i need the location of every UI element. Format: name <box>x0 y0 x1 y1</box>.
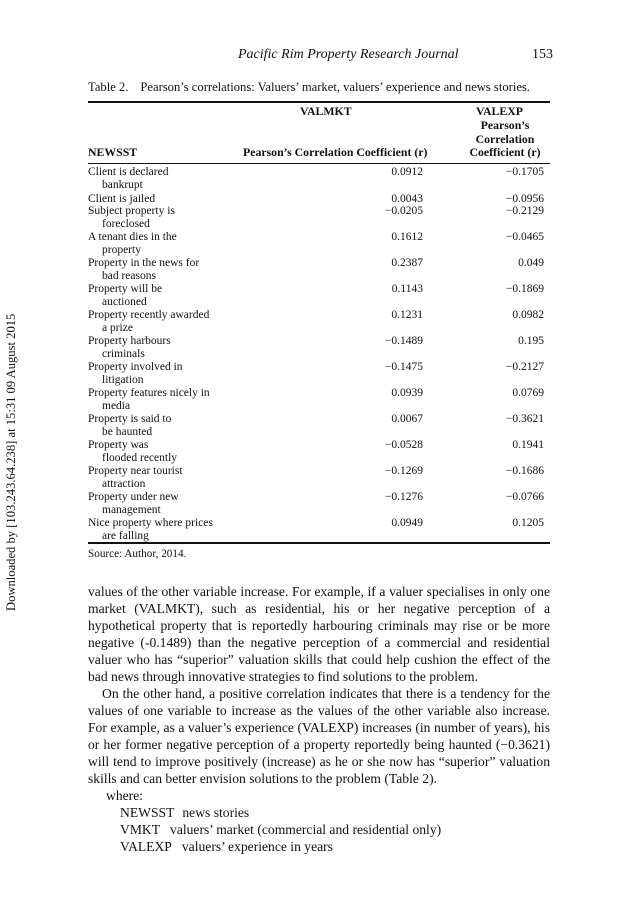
definition-item <box>88 804 550 821</box>
definition-meaning: news stories <box>182 805 250 820</box>
row-label <box>88 231 238 256</box>
row-label-line: litigation <box>102 373 144 386</box>
row-label <box>88 361 238 386</box>
row-label-line: Property recently awarded <box>88 309 210 321</box>
download-watermark: Downloaded by [103.243.64.238] at 15:31 09 August 2015 <box>4 313 18 611</box>
row-label-line: bad reasons <box>102 269 156 282</box>
row-label-line: foreclosed <box>102 217 150 230</box>
valexp-value: −0.3621 <box>505 413 544 425</box>
valmkt-value: 0.1231 <box>391 309 423 321</box>
row-label-line: Property is said to <box>88 413 172 425</box>
valmkt-value: −0.1489 <box>384 335 423 347</box>
row-label-line: be haunted <box>102 425 153 438</box>
valmkt-value: −0.1475 <box>384 361 423 373</box>
row-label <box>88 491 238 516</box>
row-label-line: criminals <box>102 347 145 360</box>
table-label: Table 2. <box>88 80 129 94</box>
valexp-value: −0.1686 <box>505 465 544 477</box>
valexp-value: −0.0465 <box>505 231 544 243</box>
row-label <box>88 335 238 360</box>
valmkt-value: 0.0067 <box>391 413 423 425</box>
row-label-line: Property under new <box>88 491 179 503</box>
valmkt-value: −0.0528 <box>384 439 423 451</box>
col3-header-line: Correlation <box>475 131 535 146</box>
where-label: where: <box>106 788 143 803</box>
table-top-rule <box>88 101 550 103</box>
valexp-value: −0.1705 <box>505 166 544 178</box>
row-label-line: bankrupt <box>102 178 143 191</box>
definition-item <box>88 821 550 838</box>
running-head <box>0 47 638 67</box>
valmkt-value: 0.0912 <box>391 166 423 178</box>
definitions-list <box>88 804 550 855</box>
row-label <box>88 193 238 206</box>
valexp-value: −0.0766 <box>505 491 544 503</box>
valmkt-value: 0.0043 <box>391 193 423 205</box>
valmkt-value: −0.1276 <box>384 491 423 503</box>
col3-header-line: Pearson’s <box>480 118 530 132</box>
table-header-rule <box>88 163 550 164</box>
valmkt-value: 0.1612 <box>391 231 423 243</box>
row-label-line: a prize <box>102 321 133 334</box>
valexp-value: −0.2129 <box>505 205 544 217</box>
valmkt-value: 0.0939 <box>391 387 423 399</box>
valmkt-value: 0.1143 <box>391 283 423 295</box>
valexp-value: 0.1205 <box>512 517 544 529</box>
definition-term: VALEXP <box>120 839 172 854</box>
valmkt-value: 0.2387 <box>391 257 423 269</box>
row-label-line: Property involved in <box>88 361 183 373</box>
valexp-value: 0.0982 <box>512 309 544 321</box>
definition-term: VMKT <box>120 822 161 837</box>
row-label-line: Property harbours <box>88 335 171 347</box>
valexp-value: −0.1869 <box>505 283 544 295</box>
valexp-value: 0.195 <box>518 335 544 347</box>
definition-meaning: valuers’ market (commercial and residential only) <box>170 822 442 837</box>
row-label-line: Property will be <box>88 283 163 295</box>
row-label-line: are falling <box>102 529 149 542</box>
row-label <box>88 205 238 230</box>
definition-meaning: valuers’ experience in years <box>181 839 333 854</box>
valmkt-value: −0.0205 <box>384 205 423 217</box>
row-label-line: flooded recently <box>102 451 178 464</box>
row-label-line: Client is jailed <box>88 193 156 205</box>
col3-header <box>460 119 550 160</box>
valexp-value: 0.049 <box>518 257 544 269</box>
row-label <box>88 257 238 282</box>
row-label <box>88 283 238 308</box>
definition-item <box>88 838 550 855</box>
row-label-line: A tenant dies in the <box>88 231 177 243</box>
valexp-value: 0.1941 <box>512 439 544 451</box>
row-label <box>88 166 238 191</box>
paragraph: values of the other variable increase. For example, if a valuer specialises in only one market (VALMKT), such as residential, his or her negative perception of a hypothetical property that is reportedly harbouring criminals may rise or be more negative (-0.1489) than the negative perception of a commercial and residential valuer who has “superior” valuation skills that could help cushion the effect of the bad news through innovative strategies to find solutions to the problem. <box>88 584 550 684</box>
row-label <box>88 413 238 438</box>
row-label <box>88 465 238 490</box>
row-label-line: management <box>102 503 161 516</box>
row-label <box>88 387 238 412</box>
row-label-line: Nice property where prices <box>88 517 213 529</box>
row-label <box>88 439 238 464</box>
valexp-value: −0.0956 <box>505 193 544 205</box>
row-label-line: Property in the news for <box>88 257 200 269</box>
table-caption-text: Pearson’s correlations: Valuers’ market, valuers’ experience and news stories. <box>140 80 530 94</box>
row-label-line: Client is declared <box>88 166 169 178</box>
body-text <box>88 583 550 855</box>
col2-group-header: VALMKT <box>300 104 352 118</box>
col2-header: Pearson’s Correlation Coefficient (r) <box>243 145 428 159</box>
col1-header: NEWSST <box>88 145 138 159</box>
valmkt-value: 0.0949 <box>391 517 423 529</box>
valexp-value: 0.0769 <box>512 387 544 399</box>
journal-title: Pacific Rim Property Research Journal <box>238 47 459 62</box>
row-label-line: property <box>102 243 141 256</box>
row-label-line: auctioned <box>102 295 147 308</box>
row-label-line: Property near tourist <box>88 465 183 477</box>
row-label-line: Property features nicely in <box>88 387 210 399</box>
paragraph: On the other hand, a positive correlation indicates that there is a tendency for the values of one variable to increase as the values of the other variable also increase. For example, as a valuer’s experience (VALEXP) increases (in number of years), his or her former negative perception of a property reportedly being haunted (−0.3621) will tend to improve positively (increase) as he or she now has “superior” valuation skills and can better envision solutions to the problem (Table 2). <box>88 686 550 786</box>
row-label-line: Subject property is <box>88 205 175 217</box>
valmkt-value: −0.1269 <box>384 465 423 477</box>
row-label-line: attraction <box>102 477 146 490</box>
page-number: 153 <box>532 47 553 62</box>
row-label <box>88 517 238 542</box>
row-label-line: Property was <box>88 439 149 451</box>
row-label-line: media <box>102 399 131 412</box>
valexp-value: −0.2127 <box>505 361 544 373</box>
table-source: Source: Author, 2014. <box>88 548 187 560</box>
col3-header-line: Coefficient (r) <box>469 145 541 159</box>
definition-term: NEWSST <box>120 805 175 820</box>
table-bottom-rule <box>88 542 550 544</box>
table-caption <box>88 80 530 95</box>
row-label <box>88 309 238 334</box>
col3-group-header: VALEXP <box>476 104 523 118</box>
